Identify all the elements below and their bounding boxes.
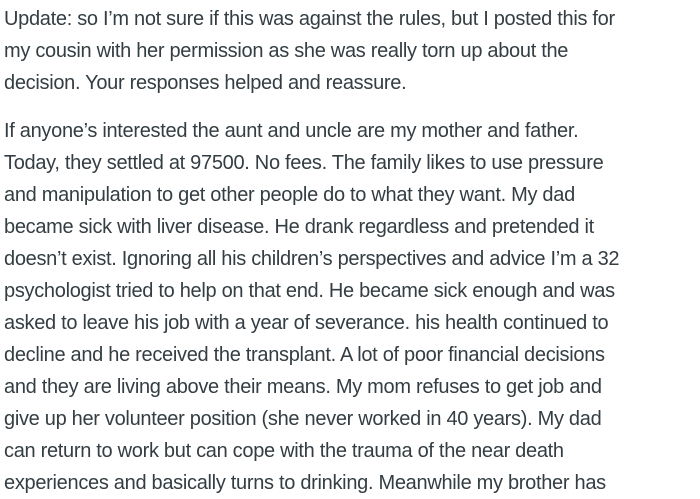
text-line: asked to leave his job with a year of severance. his health continued to bbox=[4, 312, 609, 334]
text-line: decline and he received the transplant. A lot of poor financial decisions bbox=[4, 344, 605, 366]
text-line: became sick with liver disease. He drank regardless and pretended it bbox=[4, 216, 594, 238]
text-line: can return to work but can cope with the trauma of the near death bbox=[4, 440, 564, 462]
text-line: Today, they settled at 97500. No fees. The family likes to use pressure bbox=[4, 152, 604, 174]
paragraph bbox=[4, 3, 700, 99]
text-line: psychologist tried to help on that end. He became sick enough and was bbox=[4, 280, 615, 302]
text-line: Update: so I’m not sure if this was against the rules, but I posted this for bbox=[4, 8, 615, 30]
text-line: decision. Your responses helped and reassure. bbox=[4, 72, 407, 94]
text-line: experiences and basically turns to drinking. Meanwhile my brother has bbox=[4, 472, 606, 494]
text-line: and manipulation to get other people do to what they want. My dad bbox=[4, 184, 575, 206]
text-line: my cousin with her permission as she was really torn up about the bbox=[4, 40, 569, 62]
paragraph bbox=[4, 115, 700, 499]
text-line: If anyone’s interested the aunt and uncle are my mother and father. bbox=[4, 120, 579, 142]
text-line: give up her volunteer position (she never worked in 40 years). My dad bbox=[4, 408, 602, 430]
text-line: and they are living above their means. My mom refuses to get job and bbox=[4, 376, 602, 398]
text-line: doesn’t exist. Ignoring all his children’s perspectives and advice I’m a 32 bbox=[4, 248, 620, 270]
